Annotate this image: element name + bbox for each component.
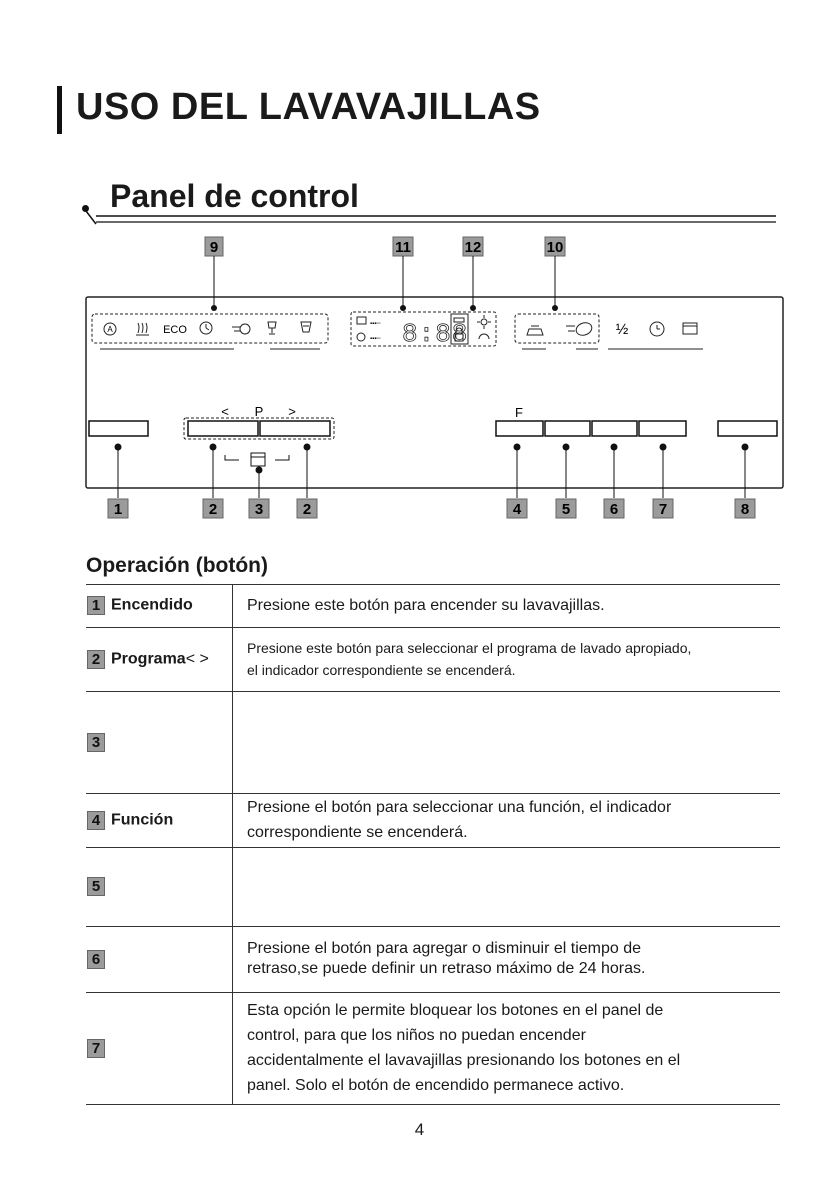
- salt-indicator-icon: [357, 317, 381, 327]
- row-description: Presione el botón para agregar o disminuir el tiempo de retraso,se puede definir un retraso máximo de 24 horas.: [247, 940, 646, 977]
- svg-text:10: 10: [546, 239, 564, 256]
- delay-button: [592, 421, 637, 436]
- program-eco-label: ECO: [163, 324, 187, 336]
- rinse-aid-indicator-icon: [357, 333, 381, 342]
- table-row: [86, 627, 780, 691]
- program-prev-button: [188, 421, 258, 436]
- row-label: 5: [86, 847, 233, 926]
- page-title: USO DEL LAVAVAJILLAS: [76, 86, 541, 128]
- svg-text:11: 11: [395, 239, 411, 256]
- extra-dry-icon: [566, 321, 594, 338]
- row-label: 1 Encendido: [86, 585, 233, 627]
- program-rapid-icon: [232, 324, 250, 334]
- callout-2a: 2: [208, 501, 218, 518]
- section-underline: [0, 0, 839, 240]
- table-row: [86, 691, 780, 793]
- program-intensive-icon: [136, 323, 149, 335]
- callout-6: 6: [609, 501, 619, 518]
- row-description: [233, 691, 781, 793]
- delay-clock-icon: [650, 322, 664, 336]
- row-description: [233, 847, 781, 926]
- page-number: 4: [414, 1120, 425, 1139]
- child-lock-icon: [683, 323, 697, 334]
- program-auto-icon: [104, 323, 116, 335]
- program-quick-icon: [200, 322, 212, 334]
- row-label: 7: [86, 992, 233, 1104]
- program-rinse-icon: [301, 322, 311, 332]
- operation-table: [86, 585, 780, 1105]
- svg-text:9: 9: [209, 239, 219, 256]
- row-label: 3: [86, 691, 233, 793]
- row-description: Presione este botón para seleccionar el programa de lavado apropiado, el indicador correspondiente se encenderá.: [247, 640, 692, 678]
- row-description: Esta opción le permite bloquear los botones en el panel de control, para que los niños no puedan encender accidentalmente el lavavajillas presionando los botones en el panel. Solo el botón de encendido permanece activo.: [247, 1002, 681, 1094]
- upper-basket-icon: [527, 326, 543, 335]
- combination-lock-icon: [251, 453, 265, 466]
- child-lock-button: [639, 421, 686, 436]
- display-digits: 8:88: [402, 319, 469, 349]
- callout-10: [545, 237, 565, 311]
- section-title: Panel de control: [110, 178, 359, 214]
- svg-text:▪▪▪▫▫: ▪▪▪▫▫: [370, 321, 381, 327]
- callout-9: [205, 237, 223, 311]
- function-f-label: F: [515, 405, 523, 420]
- nav-p-label: P: [254, 404, 264, 419]
- nav-right-label: >: [288, 404, 296, 419]
- recycle-icon: [479, 334, 489, 339]
- function-icons-group: [515, 314, 599, 343]
- operation-heading: Operación (botón): [86, 554, 268, 577]
- callout-11: [393, 237, 413, 311]
- nav-left-label: <: [221, 404, 229, 419]
- control-panel-diagram: [0, 225, 839, 525]
- table-row: [86, 992, 780, 1104]
- function-button: [496, 421, 543, 436]
- callout-1: 1: [113, 501, 123, 518]
- row-label: 4 Función: [86, 793, 233, 847]
- row-label: 6: [86, 926, 233, 992]
- row-description: Presione el botón para seleccionar una función, el indicador correspondiente se encenderá.: [247, 799, 672, 841]
- table-row: [86, 585, 780, 627]
- button-8: [718, 421, 777, 436]
- program-icons-group: [92, 314, 328, 343]
- callout-5: 5: [561, 501, 571, 518]
- power-button: [89, 421, 148, 436]
- svg-text:12: 12: [464, 239, 482, 256]
- half-load-label: ½: [615, 321, 629, 338]
- callout-3: 3: [254, 501, 264, 518]
- callout-12: [463, 237, 483, 311]
- callout-4: 4: [512, 501, 522, 518]
- callout-8: 8: [740, 501, 750, 518]
- sun-icon: [477, 315, 491, 329]
- row-label: 2 Programa< >: [86, 627, 233, 691]
- callout-2b: 2: [302, 501, 312, 518]
- callout-7: 7: [658, 501, 668, 518]
- table-row: [86, 926, 780, 992]
- program-glass-icon: [268, 322, 276, 334]
- table-row: [86, 847, 780, 926]
- program-next-button: [260, 421, 330, 436]
- svg-text:A: A: [107, 325, 113, 334]
- row-description: Presione este botón para encender su lavavajillas.: [247, 597, 605, 615]
- table-row: [86, 793, 780, 847]
- button-5: [545, 421, 590, 436]
- svg-text:▪▪▪▫▫: ▪▪▪▫▫: [370, 336, 381, 342]
